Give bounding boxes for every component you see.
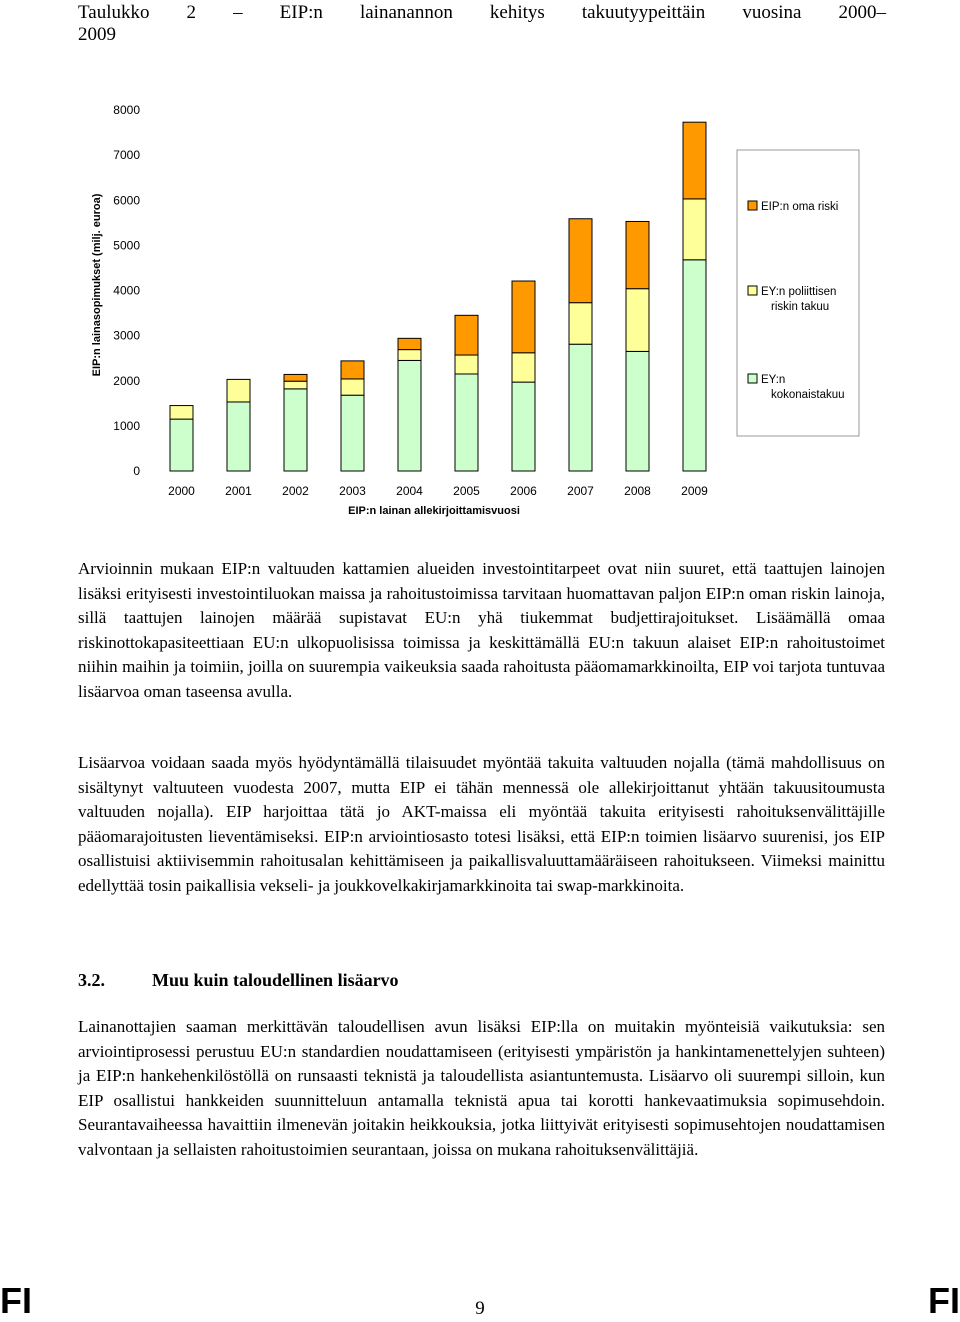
- paragraph-2: Lisäarvoa voidaan saada myös hyödyntämällä tilaisuudet myöntää takuita valtuuden nojalla (tämä mahdollisuus on sisältynyt valtuuteen vuodesta 2007, mutta EIP ei tähän mennessä ole allekirjoittanut yhtään takuusitoumusta valtuuden nojalla). EIP harjoittaa tätä jo AKT-maissa eli myöntää takuita erityisesti rahoituksenvälittäjille pääomarajoitusten lieventämiseksi. EIP:n arviointiosasto totesi lisäksi, että EIP:n toimien lisäarvo suurenisi, jos EIP osallistuisi aktiivisemmin rahoitusalan kehittämiseen ja paikallisvaluuttamääräiseen rahoitukseen. Viimeksi mainittu edellyttää tosin paikallisia vekseli- ja joukkovelkakirjamarkkinoita tai swap-markkinoita.: [78, 753, 885, 895]
- loan-guarantee-chart: [78, 95, 868, 525]
- page-number: 9: [475, 1298, 485, 1319]
- y-tick-label: 5000: [113, 238, 140, 253]
- footer-lang-left: FI: [0, 1280, 32, 1321]
- bar-segment: [398, 360, 421, 471]
- legend-label: EY:n kokonaistakuu: [761, 374, 845, 401]
- x-tick-label: 2005: [453, 484, 480, 498]
- bar-segment: [170, 406, 193, 420]
- section-title: Muu kuin taloudellinen lisäarvo: [152, 970, 399, 990]
- bar-segment: [512, 281, 535, 353]
- y-axis-label: EIP:n lainasopimukset (milj. euroa): [91, 193, 103, 377]
- y-tick-label: 6000: [113, 193, 140, 208]
- section-heading: [78, 970, 399, 991]
- bar-segment: [455, 355, 478, 374]
- y-tick-label: 4000: [113, 283, 140, 298]
- x-tick-label: 2002: [282, 484, 309, 498]
- bar-segment: [398, 338, 421, 349]
- bar-segment: [512, 382, 535, 471]
- x-tick-label: 2001: [225, 484, 252, 498]
- bar-segment: [455, 315, 478, 355]
- bar-segment: [284, 374, 307, 381]
- x-tick-label: 2008: [624, 484, 651, 498]
- x-tick-label: 2003: [339, 484, 366, 498]
- legend-swatch: [748, 374, 757, 383]
- footer-lang-right: FI: [928, 1280, 960, 1321]
- table-caption: Taulukko 2 – EIP:n lainanannon kehitys takuutyypeittäin vuosina 2000–: [78, 2, 886, 23]
- bar-segment: [512, 353, 535, 382]
- x-axis-label: EIP:n lainan allekirjoittamisvuosi: [348, 505, 520, 517]
- bar-segment: [341, 395, 364, 471]
- legend-label: EY:n poliittisen riskin takuu: [761, 286, 837, 313]
- x-tick-label: 2009: [681, 484, 708, 498]
- bar-segment: [683, 122, 706, 199]
- bar-segment: [227, 402, 250, 471]
- y-tick-label: 7000: [113, 148, 140, 163]
- bar-segment: [569, 303, 592, 345]
- legend-label: EIP:n oma riski: [761, 201, 839, 213]
- bar-segment: [284, 389, 307, 471]
- bar-segment: [683, 199, 706, 260]
- y-tick-label: 3000: [113, 328, 140, 343]
- bar-segment: [569, 344, 592, 471]
- section-number: 3.2.: [78, 970, 105, 990]
- legend-swatch: [748, 286, 757, 295]
- bar-segment: [341, 379, 364, 395]
- bar-segment: [284, 381, 307, 389]
- y-tick-label: 8000: [113, 103, 140, 117]
- paragraph-3: Lainanottajien saaman merkittävän taloudellisen avun lisäksi EIP:lla on muitakin myönteisiä vaikutuksia: sen arviointiprosessi perustuu EU:n standardien noudattamiseen (erityisesti ympäristön ja hankintamenettelyjen suhteen) ja EIP:n hankehenkilöstöllä on runsaasti teknistä ja taloudellista asiantuntemusta. Lisäarvo oli suurempi silloin, kun EIP osallistui hankkeiden suunnitteluun antamalla teknistä apua tai korotti hankevaatimuksia sopimusehdoin. Seurantavaiheessa havaittiin ilmenevän joitakin heikkouksia, jotka liittyivät erityisesti sopimusehtojen noudattamisen valvontaan ja sellaisten rahoitustoimien seurantaan, joissa on mukana rahoituksenvälittäjiä.: [78, 1017, 885, 1159]
- bar-segment: [455, 374, 478, 471]
- x-tick-label: 2000: [168, 484, 195, 498]
- x-tick-label: 2007: [567, 484, 594, 498]
- y-tick-label: 0: [133, 464, 140, 478]
- bar-segment: [626, 221, 649, 288]
- bar-segment: [341, 361, 364, 379]
- bar-segment: [170, 419, 193, 471]
- legend-swatch: [748, 201, 757, 210]
- y-tick-label: 1000: [113, 418, 140, 433]
- bar-segment: [626, 289, 649, 352]
- table-caption-continued: 2009: [78, 24, 116, 45]
- chart-legend: [737, 150, 859, 436]
- paragraph-1: Arvioinnin mukaan EIP:n valtuuden kattamien alueiden investointitarpeet ovat niin suuret, että taattujen lainojen lisäksi erityisesti investointiluokan maissa ja rahoitustoimissa tarvitaan huomattavan paljon EIP:n oman riskin lainoja, sillä taattujen lainojen määrää supistavat EU:n yhä tiukemmat budjettirajoitukset. Lisäämällä omaa riskinottokapasiteettiaan EU:n ulkopuolisissa toimissa ja keskittämällä EU:n takuun alaiset EIP:n rahoitustoimet niihin maihin ja toimiin, joilla on suurempia vaikeuksia saada rahoitusta pääomamarkkinoilta, EIP voi tarjota tuntuvaa lisäarvoa oman taseensa avulla.: [78, 559, 885, 701]
- bar-segment: [569, 219, 592, 303]
- x-tick-label: 2006: [510, 484, 537, 498]
- x-tick-label: 2004: [396, 484, 423, 498]
- bar-segment: [398, 350, 421, 361]
- bar-segment: [227, 379, 250, 402]
- bar-segment: [626, 351, 649, 471]
- bar-segment: [683, 260, 706, 471]
- y-tick-label: 2000: [113, 373, 140, 388]
